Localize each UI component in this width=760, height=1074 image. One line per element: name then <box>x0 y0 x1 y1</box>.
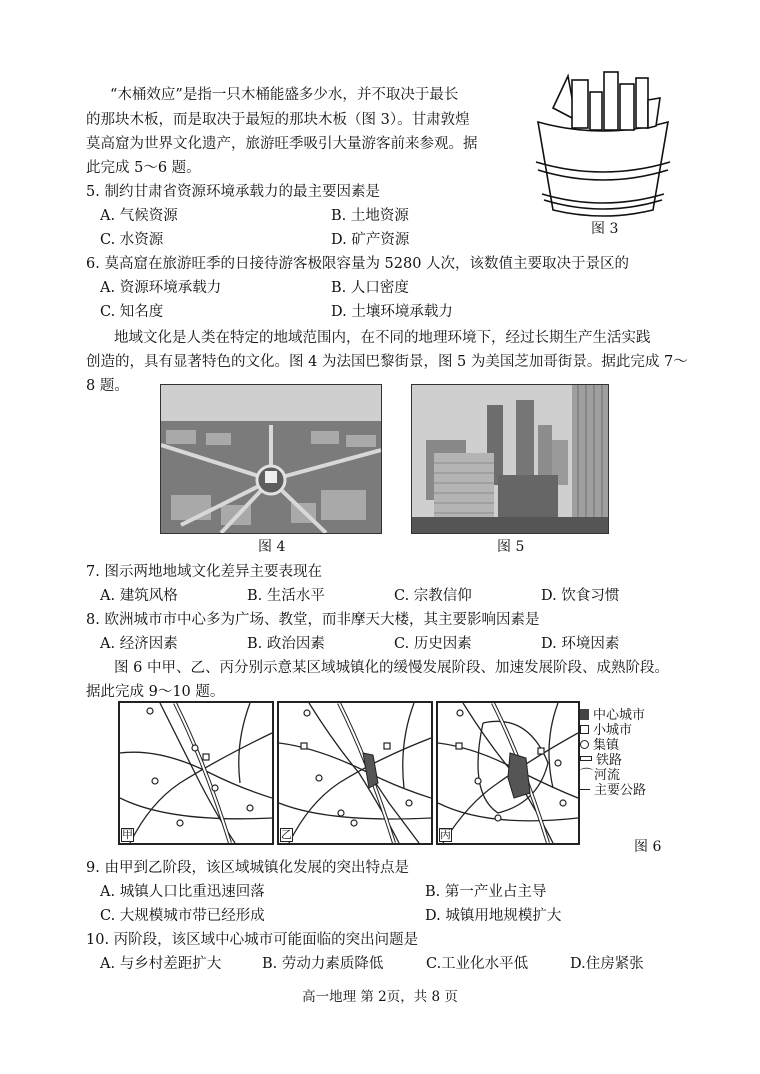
map-panel-yi <box>277 701 433 845</box>
q5-stem: 5. 制约甘肃省资源环境承载力的最主要因素是 <box>86 184 380 200</box>
q6-option-c[interactable]: C. 知名度 <box>100 304 164 320</box>
passage1-line2: 的那块木板，而是取决于最短的那块木板（图 3）。甘肃敦煌 <box>86 112 470 128</box>
small-city-icon <box>580 725 589 734</box>
q5-option-a[interactable]: A. 气候资源 <box>100 208 178 224</box>
q10-stem: 10. 丙阶段，该区域中心城市可能面临的突出问题是 <box>86 932 419 948</box>
q7-option-d[interactable]: D. 饮食习惯 <box>541 588 620 604</box>
q5-option-c[interactable]: C. 水资源 <box>100 232 164 248</box>
q7-option-a[interactable]: A. 建筑风格 <box>100 588 178 604</box>
legend-river: ⌒河流 <box>580 768 621 783</box>
q5-option-b[interactable]: B. 土地资源 <box>331 208 409 224</box>
q5-option-d[interactable]: D. 矿产资源 <box>331 232 410 248</box>
q7-option-b[interactable]: B. 生活水平 <box>247 588 325 604</box>
legend-railway: 铁路 <box>580 753 646 768</box>
map-panel-jia <box>118 701 274 845</box>
q6-option-b[interactable]: B. 人口密度 <box>331 280 409 296</box>
q9-option-d[interactable]: D. 城镇用地规模扩大 <box>425 908 562 924</box>
panel-label-jia: 甲 <box>122 828 133 841</box>
fig6-caption: 图 6 <box>634 839 662 855</box>
q6-option-a[interactable]: A. 资源环境承载力 <box>100 280 222 296</box>
chicago-photo <box>411 384 609 534</box>
passage1-line4: 此完成 5～6 题。 <box>86 160 201 176</box>
river-icon: ⌒ <box>580 768 594 783</box>
town-icon <box>580 740 589 749</box>
passage1-line3: 莫高窟为世界文化遗产，旅游旺季吸引大量游客前来参观。据 <box>86 136 478 152</box>
q7-option-c[interactable]: C. 宗教信仰 <box>394 588 472 604</box>
q8-option-b[interactable]: B. 政治因素 <box>247 636 325 652</box>
road-icon <box>580 789 590 790</box>
passage2-line3: 8 题。 <box>86 378 129 394</box>
legend-road: 主要公路 <box>580 783 646 798</box>
passage1-line1: “木桶效应”是指一只木桶能盛多少水，并不取决于最长 <box>110 87 459 103</box>
panel-label-yi: 乙 <box>281 828 292 841</box>
page-footer: 高一地理 第 2页，共 8 页 <box>302 989 458 1005</box>
q6-stem: 6. 莫高窟在旅游旺季的日接待游客极限容量为 5280 人次，该数值主要取决于景区的 <box>86 256 630 272</box>
q9-option-a[interactable]: A. 城镇人口比重迅速回落 <box>100 884 265 900</box>
q8-stem: 8. 欧洲城市市中心多为广场、教堂，而非摩天大楼，其主要影响因素是 <box>86 612 540 628</box>
q9-option-c[interactable]: C. 大规模城市带已经形成 <box>100 908 265 924</box>
q8-option-d[interactable]: D. 环境因素 <box>541 636 620 652</box>
passage3-line1: 图 6 中甲、乙、丙分别示意某区域城镇化的缓慢发展阶段、加速发展阶段、成熟阶段。 <box>114 660 669 676</box>
legend-central-city: 中心城市 <box>580 708 646 723</box>
bucket-figure <box>528 70 678 220</box>
paris-photo <box>160 384 382 534</box>
passage3-line2: 据此完成 9～10 题。 <box>86 684 225 700</box>
legend-town: 集镇 <box>580 738 646 753</box>
q10-option-c[interactable]: C.工业化水平低 <box>426 956 529 972</box>
railway-icon <box>580 756 592 761</box>
fig5-caption: 图 5 <box>497 539 525 555</box>
q7-stem: 7. 图示两地地域文化差异主要表现在 <box>86 564 322 580</box>
fig4-caption: 图 4 <box>258 539 286 555</box>
central-city-icon <box>580 709 589 720</box>
q10-option-b[interactable]: B. 劳动力素质降低 <box>262 956 384 972</box>
q9-option-b[interactable]: B. 第一产业占主导 <box>425 884 547 900</box>
q8-option-a[interactable]: A. 经济因素 <box>100 636 178 652</box>
q10-option-a[interactable]: A. 与乡村差距扩大 <box>100 956 222 972</box>
passage2-line2: 创造的，具有显著特色的文化。图 4 为法国巴黎街景，图 5 为美国芝加哥街景。据此完成 7～ <box>86 354 688 370</box>
fig3-caption: 图 3 <box>591 221 619 237</box>
map-legend <box>580 708 646 798</box>
panel-label-bing: 丙 <box>440 828 451 841</box>
q10-option-d[interactable]: D.住房紧张 <box>570 956 644 972</box>
q9-stem: 9. 由甲到乙阶段，该区域城镇化发展的突出特点是 <box>86 860 409 876</box>
legend-small-city: 小城市 <box>580 723 646 738</box>
q6-option-d[interactable]: D. 土壤环境承载力 <box>331 304 453 320</box>
q8-option-c[interactable]: C. 历史因素 <box>394 636 472 652</box>
map-panel-bing <box>436 701 580 845</box>
passage2-line1: 地域文化是人类在特定的地域范围内，在不同的地理环境下，经过长期生产生活实践 <box>114 330 651 346</box>
